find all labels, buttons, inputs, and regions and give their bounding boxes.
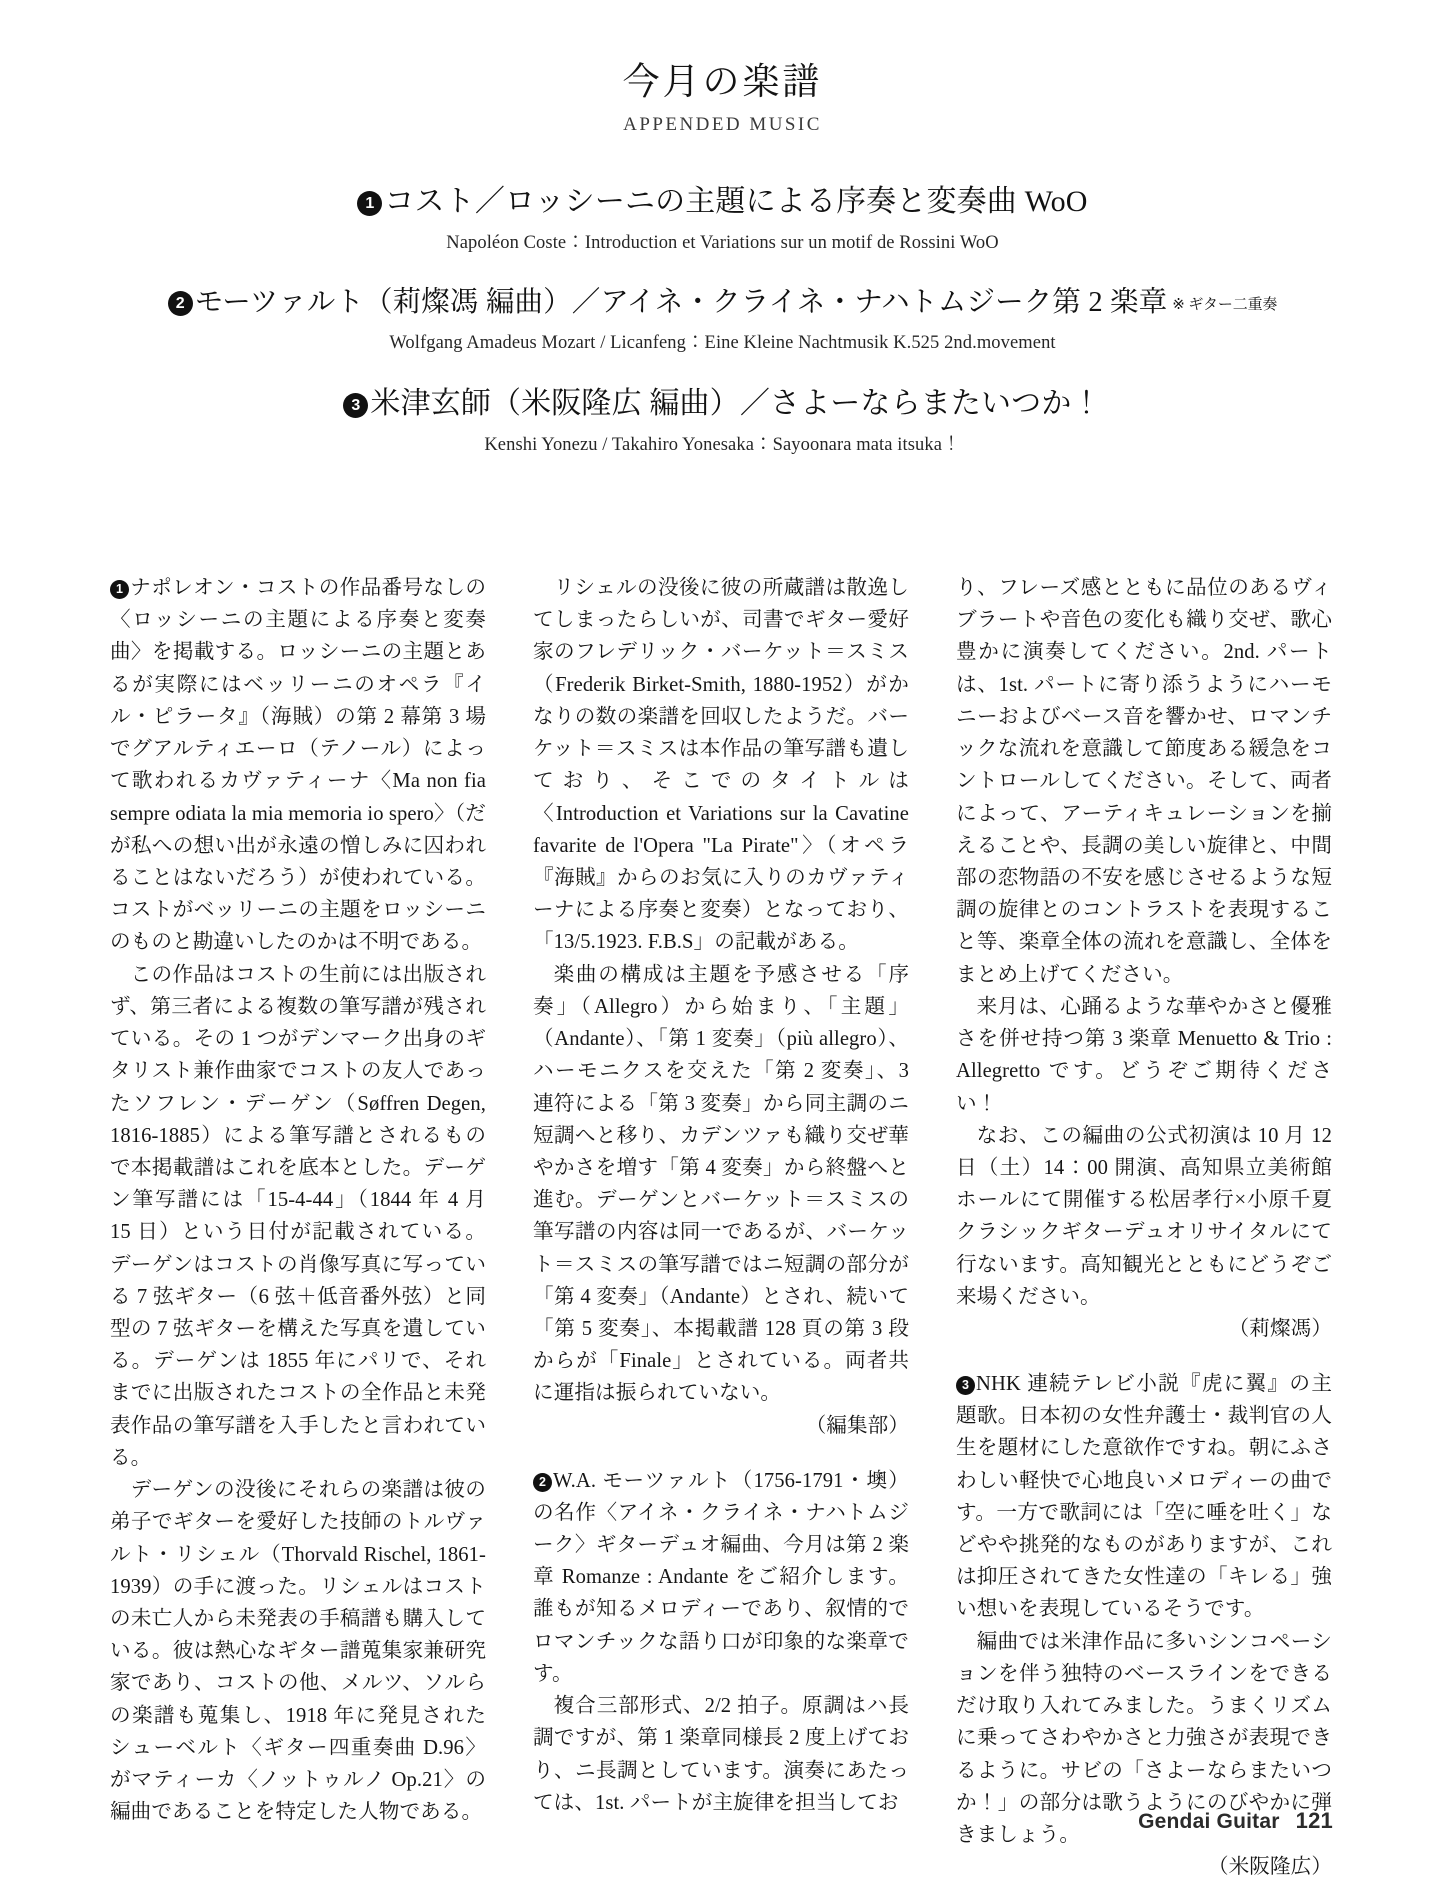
piece-title-3-jp-line	[0, 384, 1445, 423]
paragraph-text: NHK 連続テレビ小説『虎に翼』の主題歌。日本初の女性弁護士・裁判官の人生を題材にした意欲作ですね。朝にふさわしい軽快で心地良いメロディーの曲です。一方で歌詞には「空に唾を吐く」などやや挑発的なものがありますが、これは抑圧されてきた女性達の「キレる」強い想いを表現しているそうです。	[956, 1372, 1332, 1621]
paragraph-text: ナポレオン・コストの作品番号なしの〈ロッシーニの主題による序奏と変奏曲〉を掲載する。ロッシーニの主題とあるが実際にはベッリーニのオペラ『イル・ピラータ』（海賊）の第 2 幕第 3 場でグアルティエーロ（テノール）によって歌われるカヴァティーナ〈Ma non fia sempre odiata la mia memoria io spero〉（だが私への想い出が永遠の憎しみに囚われることはないだろう）が使われている。コストがベッリーニの主題をロッシーニのものと勘違いしたのかは不明である。	[110, 577, 486, 954]
article-column-3	[956, 572, 1332, 1883]
paragraph-number-2-badge: 2	[533, 1473, 552, 1492]
piece-title-2-en: Wolfgang Amadeus Mozart / Licanfeng：Eine Kleine Nachtmusik K.525 2nd.movement	[389, 332, 1056, 353]
piece-title-1	[0, 182, 1445, 254]
piece-title-1-jp-line	[0, 182, 1445, 221]
piece-title-2	[0, 284, 1445, 354]
paragraph: なお、この編曲の公式初演は 10 月 12 日（土）14：00 開演、高知県立美術館ホールにて開催する松居孝行×小原千夏クラシックギターデュオリサイタルにて行ないます。高知観光とともにどうぞご来場ください。	[956, 1124, 1332, 1308]
paragraph: 来月は、心踊るような華やかさと優雅さを併せ持つ第 3 楽章 Menuetto & Trio : Allegretto です。どうぞご期待ください！	[956, 995, 1332, 1115]
paragraph: 複合三部形式、2/2 拍子。原調はハ長調ですが、第 1 楽章同様長 2 度上げており、ニ長調としています。演奏にあたっては、1st. パートが主旋律を担当してお	[533, 1695, 909, 1814]
piece-title-2-note: ※ ギター二重奏	[1172, 296, 1278, 313]
paragraph	[533, 1465, 909, 1691]
piece-title-1-en: Napoléon Coste：Introduction et Variations sur un motif de Rossini WoO	[446, 232, 999, 253]
page-number: 121	[1295, 1808, 1333, 1833]
piece-title-1-jp: コスト／ロッシーニの主題による序奏と変奏曲 WoO	[384, 184, 1088, 218]
paragraph: リシェルの没後に彼の所蔵譜は散逸してしまったらしいが、司書でギター愛好家のフレデリック・バーケット＝スミス（Frederik Birket-Smith, 1880-1952）がかなりの数の楽譜を回収したようだ。バーケット＝スミスは本作品の筆写譜も遺しており、そこでのタイトルは〈Introduction et Variations sur la Cavatine favarite de l'Opera "La Pirate"〉（オペラ『海賊』からのお気に入りのカヴァティーナによる序奏と変奏）となっており、「13/5.1923. F.B.S」の記載がある。	[533, 577, 909, 954]
paragraph-text: W.A. モーツァルト（1756-1791・墺）の名作〈アイネ・クライネ・ナハトムジーク〉ギターデュオ編曲、今月は第 2 楽章 Romanze : Andante をご紹介します。誰もが知るメロディーであり、叙情的でロマンチックな語り口が印象的な楽章です。	[533, 1469, 909, 1685]
paragraph-number-1-badge: 1	[110, 580, 129, 599]
paragraph: 楽曲の構成は主題を予感させる「序奏」（Allegro）から始まり、「主題」（Andante）、「第 1 変奏」（più allegro）、ハーモニクスを交えた「第 2 変奏」、3 連符による「第 3 変奏」から同主調のニ短調へと移り、カデンツァも織り交ぜ華やかさを増す「第 4 変奏」から終盤へと進む。デーゲンとバーケット＝スミスの筆写譜の内容は同一であるが、バーケット＝スミスの筆写譜ではニ短調の部分が「第 4 変奏」（Andante）とされ、続いて「第 5 変奏」、本掲載譜 128 頁の第 3 段からが「Finale」とされている。両者共に運指は振られていない。	[533, 963, 909, 1405]
piece-title-2-jp: モーツァルト（莉燦馮 編曲）／アイネ・クライネ・ナハトムジーク第 2 楽章	[194, 286, 1168, 318]
piece-number-3-badge: 3	[343, 393, 368, 418]
paragraph-number-3-badge: 3	[956, 1376, 975, 1395]
piece-title-3-jp: 米津玄師（米阪隆広 編曲）／さよーならまたいつか！	[370, 386, 1102, 420]
piece-title-2-jp-line	[0, 284, 1445, 321]
piece-title-3-en: Kenshi Yonezu / Takahiro Yonesaka：Sayoonara mata itsuka！	[484, 434, 961, 455]
masthead-title-jp: 今月の楽譜	[622, 62, 823, 103]
magazine-name: Gendai Guitar	[1138, 1810, 1280, 1833]
piece-titles	[0, 182, 1445, 456]
paragraph	[110, 572, 486, 959]
article-column-1	[110, 572, 486, 1883]
paragraph: デーゲンの没後にそれらの楽譜は彼の弟子でギターを愛好した技師のトルヴァルト・リシェル（Thorvald Rischel, 1861-1939）の手に渡った。リシェルはコストの未亡人から未発表の手稿譜も購入している。彼は熱心なギター譜蒐集家兼研究家であり、コストの他、メルツ、ソルらの楽譜も蒐集し、1918 年に発見されたシューベルト〈ギター四重奏曲 D.96〉がマティーカ〈ノットゥルノ Op.21〉の編曲であることを特定した人物である。	[110, 1479, 486, 1824]
paragraph-signature: （米阪隆広）	[1207, 1856, 1332, 1879]
masthead	[0, 0, 1445, 136]
piece-number-1-badge: 1	[357, 191, 382, 216]
paragraph: り、フレーズ感とともに品位のあるヴィブラートや音色の変化も織り交ぜ、歌心豊かに演奏してください。2nd. パートは、1st. パートに寄り添うようにハーモニーおよびベース音を響かせ、ロマンチックな流れを意識して節度ある緩急をコントロールしてください。そして、両者によって、アーティキュレーションを揃えることや、長調の美しい旋律と、中間部の恋物語の不安を感じさせるような短調の旋律とのコントラストを表現すること等、楽章全体の流れを意識し、全体をまとめ上げてください。	[956, 577, 1332, 986]
page-footer	[1138, 1808, 1333, 1834]
article-column-2	[533, 572, 909, 1883]
piece-number-2-badge: 2	[168, 291, 193, 316]
article-body	[110, 572, 1332, 1883]
paragraph: この作品はコストの生前には出版されず、第三者による複数の筆写譜が残されている。その 1 つがデンマーク出身のギタリスト兼作曲家でコストの友人であったソフレン・デーゲン（Søffren Degen, 1816-1885）による筆写譜とされるもので本掲載譜はこれを底本とした。デーゲン筆写譜には「15-4-44」（1844 年 4 月 15 日）という日付が記載されている。デーゲンはコストの肖像写真に写っている 7 弦ギター（6 弦＋低音番外弦）と同型の 7 弦ギターを構えた写真を遺している。デーゲンは 1855 年にパリで、それまでに出版されたコストの全作品と未発表作品の筆写譜を入手したと言われている。	[110, 963, 486, 1469]
piece-title-3	[0, 384, 1445, 456]
paragraph-signature: （編集部）	[805, 1414, 909, 1437]
masthead-title-en: APPENDED MUSIC	[623, 113, 822, 135]
paragraph: 編曲では米津作品に多いシンコペーションを伴う独特のベースラインをできるだけ取り入れてみました。うまくリズムに乗ってさわやかさと力強さが表現できるように。サビの「さよーならまたいつか！」の部分は歌うようにのびやかに弾きましょう。	[956, 1630, 1332, 1846]
paragraph-signature: （莉燦馮）	[1228, 1318, 1332, 1341]
paragraph	[956, 1368, 1332, 1626]
